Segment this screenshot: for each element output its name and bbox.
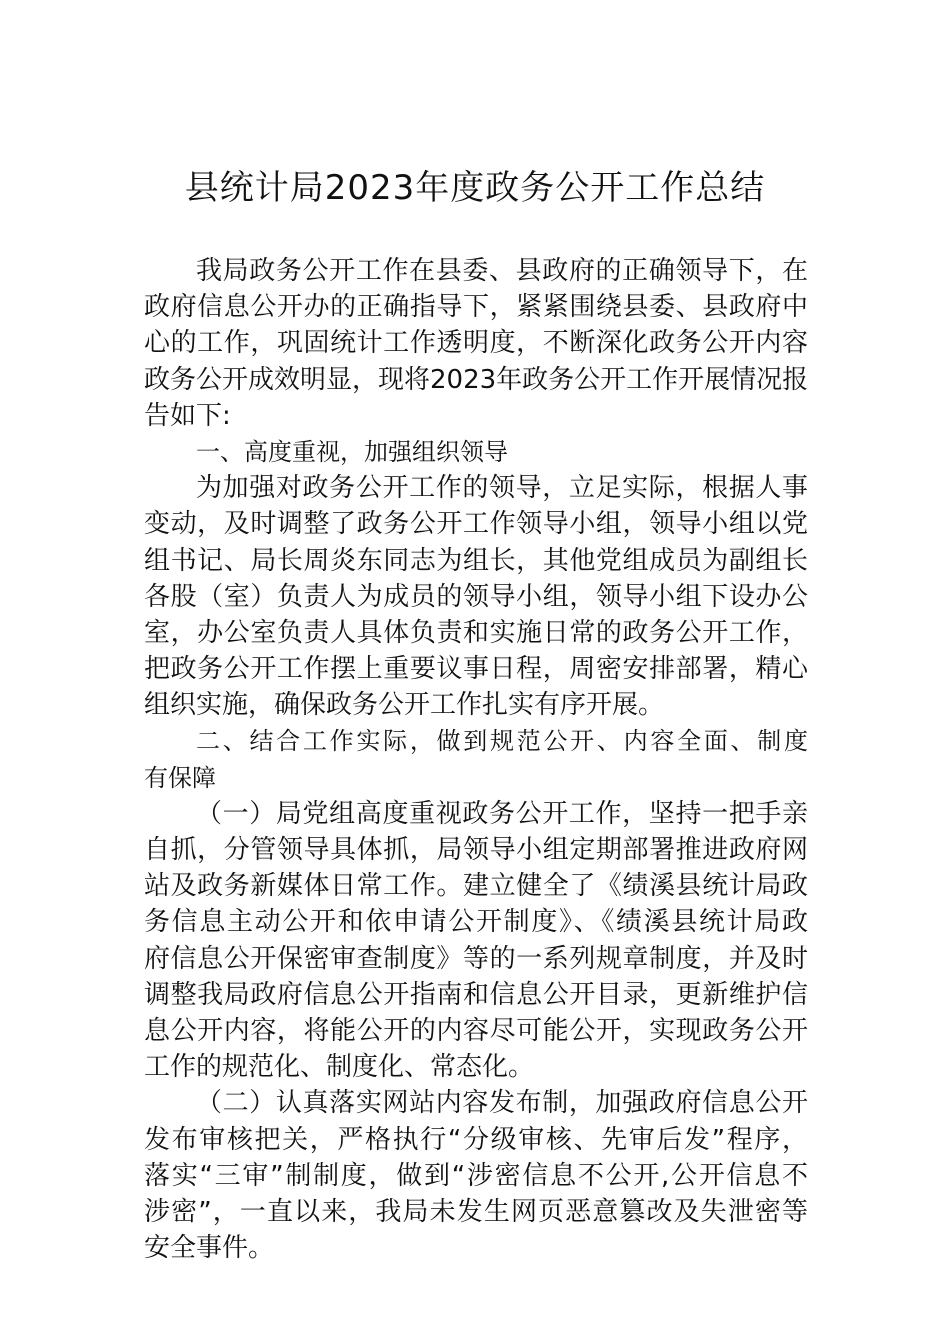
paragraph-line: 室，办公室负责人具体负责和实施日常的政务公开工作，: [144, 617, 808, 648]
paragraph-line: 我局政务公开工作在县委、县政府的正确领导下，在: [196, 256, 808, 286]
paragraph-line: 组织实施，确保政务公开工作扎实有序开展。: [144, 690, 665, 721]
paragraph-line: 心的工作，巩固统计工作透明度，不断深化政务公开内容: [144, 328, 808, 359]
paragraph-line: 涉密”，一直以来，我局未发生网页恶意篡改及失泄密等: [144, 1196, 808, 1227]
document-title: 县统计局2023年度政务公开工作总结: [184, 168, 766, 208]
paragraph-line: 告如下:: [144, 400, 231, 431]
paragraph-line: 务信息主动公开和依申请公开制度》、《绩溪县统计局政: [144, 907, 808, 938]
paragraph-line: 落实“三审”制制度，做到“涉密信息不公开,公开信息不: [144, 1160, 808, 1191]
paragraph-line: 安全事件。: [144, 1233, 275, 1264]
paragraph-line: 发布审核把关，严格执行“分级审核、先审后发”程序，: [144, 1124, 808, 1155]
paragraph-line: （一）局党组高度重视政务公开工作，坚持一把手亲: [196, 798, 808, 829]
paragraph-line: 息公开内容，将能公开的内容尽可能公开，实现政务公开: [144, 1015, 808, 1046]
paragraph-line: 府信息公开保密审查制度》等的一系列规章制度，并及时: [144, 943, 808, 974]
paragraph-line: 组书记、局长周炎东同志为组长，其他党组成员为副组长: [144, 545, 808, 576]
paragraph-line: 为加强对政务公开工作的领导，立足实际，根据人事: [196, 473, 808, 504]
section-heading-1: 一、高度重视，加强组织领导: [196, 437, 508, 466]
document-body: [144, 253, 808, 1266]
section-heading-2: 二、结合工作实际，做到规范公开、内容全面、制度: [196, 727, 808, 756]
paragraph-line: 自抓，分管领导具体抓，局领导小组定期部署推进政府网: [144, 835, 808, 865]
paragraph-line: 变动，及时调整了政务公开工作领导小组，领导小组以党: [144, 509, 808, 540]
paragraph-line: 各股（室）负责人为成员的领导小组，领导小组下设办公: [144, 581, 808, 612]
paragraph-line: 政务公开成效明显，现将2023年政务公开工作开展情况报: [144, 364, 809, 395]
section-heading-2-cont: 有保障: [144, 763, 216, 792]
paragraph-line: 政府信息公开办的正确指导下，紧紧围绕县委、县政府中: [144, 292, 808, 323]
paragraph-line: 工作的规范化、制度化、常态化。: [144, 1052, 535, 1083]
paragraph-line: 把政务公开工作摆上重要议事日程，周密安排部署，精心: [144, 654, 808, 685]
paragraph-line: （二）认真落实网站内容发布制，加强政府信息公开: [196, 1088, 808, 1119]
paragraph-line: 调整我局政府信息公开指南和信息公开目录，更新维护信: [144, 979, 808, 1010]
paragraph-line: 站及政务新媒体日常工作。建立健全了《绩溪县统计局政: [144, 871, 808, 902]
